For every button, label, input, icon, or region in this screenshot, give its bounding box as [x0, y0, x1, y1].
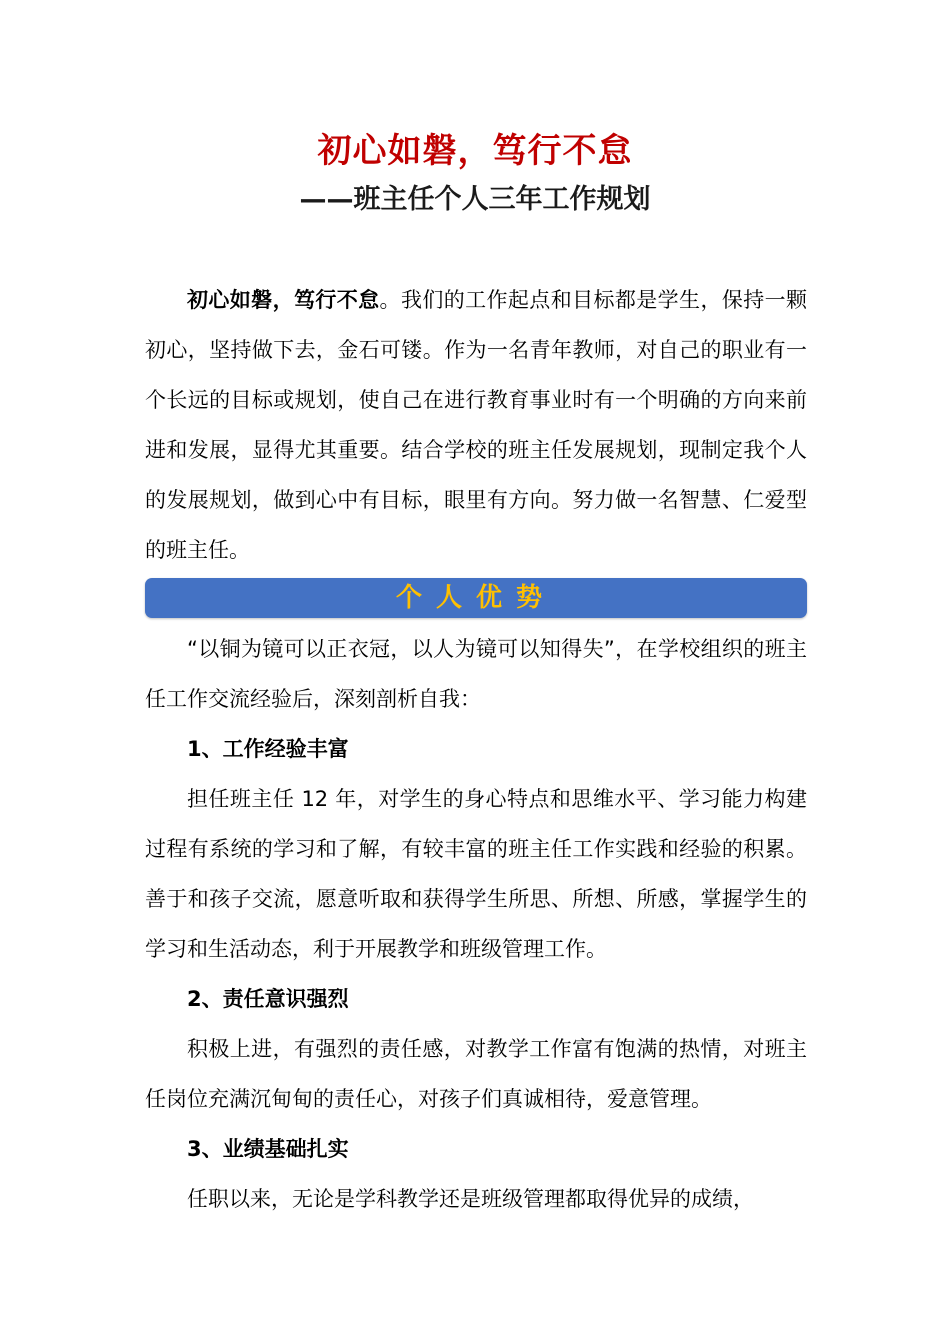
section-banner: 个人优势	[145, 578, 807, 618]
item-heading-1: 1、工作经验丰富	[187, 737, 349, 761]
item-paragraph-3: 任职以来，无论是学科教学还是班级管理都取得优异的成绩，	[187, 1187, 754, 1211]
intro-text: 。我们的工作起点和目标都是学生，保持一颗初心，坚持做下去，金石可镂。作为一名青年教师，对自己的职业有一个长远的目标或规划，使自己在进行教育事业时有一个明确的方向来前进和发展，显得尤其重要。结合学校的班主任发展规划，现制定我个人的发展规划，做到心中有目标，眼里有方向。努力做一名智慧、仁爱型的班主任。	[145, 288, 808, 562]
intro-lead: 初心如磐，笃行不怠	[187, 288, 380, 312]
section-intro-paragraph: “以铜为镜可以正衣冠，以人为镜可以知得失”，在学校组织的班主任工作交流经验后，深刻剖析自我：	[145, 637, 807, 711]
item-paragraph-2: 积极上进，有强烈的责任感，对教学工作富有饱满的热情，对班主任岗位充满沉甸甸的责任心，对孩子们真诚相待，爱意管理。	[145, 1037, 807, 1111]
document-subtitle: ——班主任个人三年工作规划	[299, 184, 651, 215]
document-title: 初心如磐，笃行不怠	[317, 131, 633, 171]
item-heading-3: 3、业绩基础扎实	[187, 1137, 349, 1161]
item-paragraph-1: 担任班主任 12 年，对学生的身心特点和思维水平、学习能力构建过程有系统的学习和了解，有较丰富的班主任工作实践和经验的积累。善于和孩子交流，愿意听取和获得学生所思、所想、所感，掌握学生的学习和生活动态，利于开展教学和班级管理工作。	[145, 787, 807, 961]
intro-paragraph	[145, 275, 807, 575]
document-body	[145, 275, 807, 1224]
item-heading-2: 2、责任意识强烈	[187, 987, 349, 1011]
